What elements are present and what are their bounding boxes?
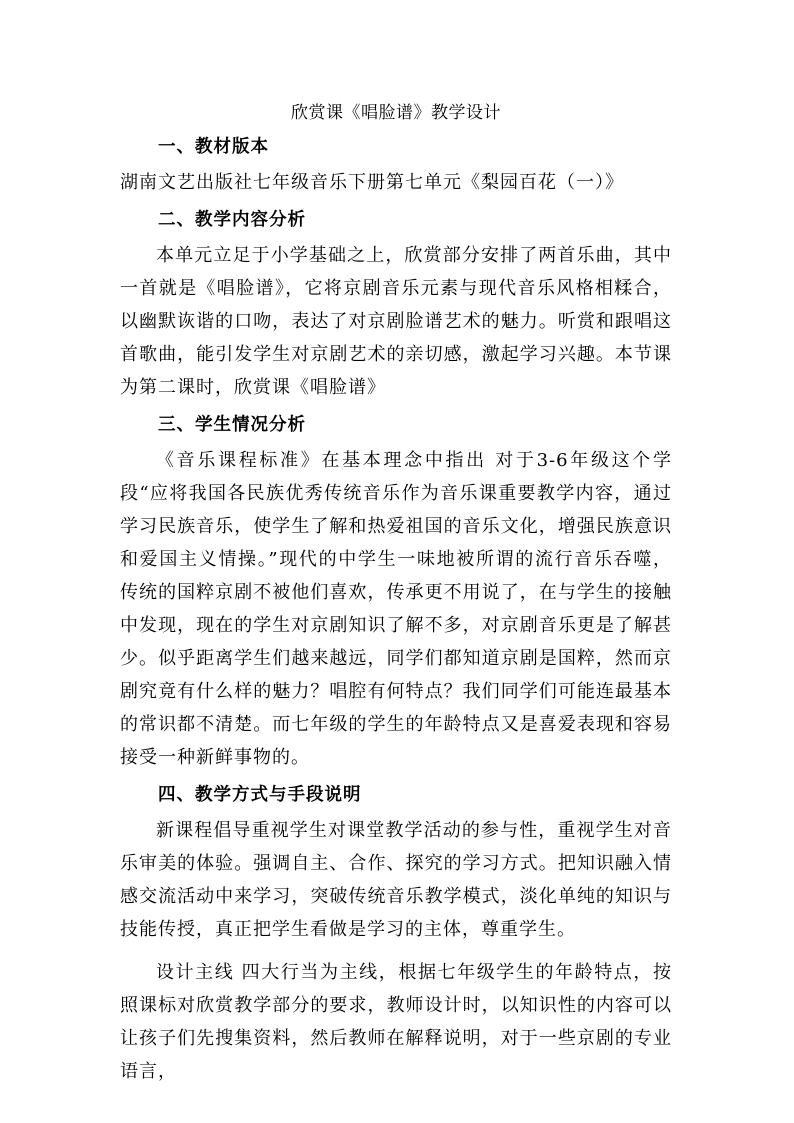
section-heading-content-analysis: 二、教学内容分析 [158, 210, 306, 230]
edition-paragraph: 湖南文艺出版社七年级音乐下册第七单元《梨园百花（一）》 [120, 172, 624, 193]
document-title: 欣赏课《唱脸谱》教学设计 [291, 103, 501, 123]
document-body [120, 100, 672, 1088]
design-mainline-paragraph: 设计主线 四大行当为主线，根据七年级学生的年龄特点，按照课标对欣赏教学部分的要求，教师设计时，以知识性的内容可以让孩子们先搜集资料，然后教师在解释说明，对于一些京剧的专业语言， [120, 962, 672, 1082]
content-analysis-paragraph: 本单元立足于小学基础之上，欣赏部分安排了两首乐曲，其中一首就是《唱脸谱》，它将京剧音乐元素与现代音乐风格相糅合，以幽默诙谐的口吻，表达了对京剧脸谱艺术的魅力。听赏和跟唱这首歌曲，能引发学生对京剧艺术的亲切感，激起学习兴趣。本节课为第二课时，欣赏课《唱脸谱》 [120, 245, 672, 398]
section-heading-edition: 一、教材版本 [158, 137, 269, 157]
section-heading-student-analysis: 三、学生情况分析 [158, 415, 306, 435]
student-analysis-paragraph: 《音乐课程标准》在基本理念中指出 对于3-6年级这个学段“应将我国各民族优秀传统音乐作为音乐课重要教学内容，通过学习民族音乐，使学生了解和热爱祖国的音乐文化，增强民族意识和爱国主义情操。”现代的中学生一味地被所谓的流行音乐吞噬，传统的国粹京剧不被他们喜欢，传承更不用说了，在与学生的接触中发现，现在的学生对京剧知识了解不多，对京剧音乐更是了解甚少。似乎距离学生们越来越远，同学们都知道京剧是国粹，然而京剧究竟有什么样的魅力？唱腔有何特点？我们同学们可能连最基本的常识都不清楚。而七年级的学生的年龄特点又是喜爱表现和容易接受一种新鲜事物的。 [120, 450, 672, 768]
teaching-methods-paragraph: 新课程倡导重视学生对课堂教学活动的参与性，重视学生对音乐审美的体验。强调自主、合作、探究的学习方式。把知识融入情感交流活动中来学习，突破传统音乐教学模式，淡化单纯的知识与技能传授，真正把学生看做是学习的主体，尊重学生。 [120, 820, 672, 940]
section-heading-teaching-methods: 四、教学方式与手段说明 [158, 785, 362, 805]
